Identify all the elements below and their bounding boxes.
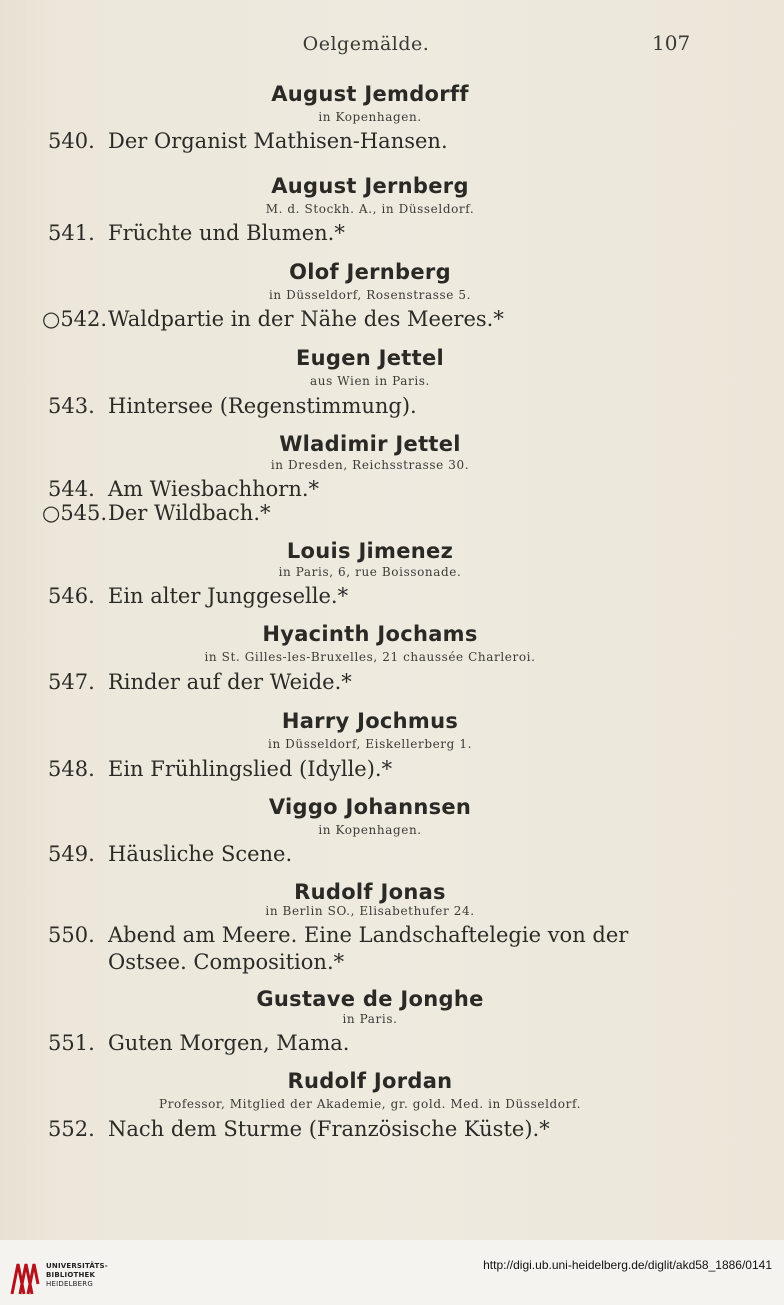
logo-line: UNIVERSITÄTS- (46, 1262, 108, 1270)
entry-title: Ein alter Junggeselle.* (108, 584, 349, 608)
artist-name: Wladimir Jettel (279, 432, 461, 456)
artist-address: in St. Gilles-les-Bruxelles, 21 chaussée Charleroi. (204, 650, 536, 664)
artist-address: in Düsseldorf, Rosenstrasse 5. (268, 288, 472, 302)
entry-number: 544. (48, 477, 95, 501)
entry-number: ○542. (42, 307, 108, 331)
artist-name: Olof Jernberg (289, 260, 451, 284)
entry-number: 548. (48, 757, 95, 781)
entry-title: Früchte und Blumen.* (108, 221, 345, 245)
entry-number: 543. (48, 394, 95, 418)
entry-number: ○545. (42, 501, 108, 525)
catalog-entry (48, 476, 698, 503)
entry-number: 547. (48, 670, 95, 694)
artist-address: in Paris. (342, 1012, 398, 1026)
catalog-entry (48, 1030, 698, 1057)
page-header-title: Oelgemälde. (302, 33, 430, 55)
entry-number: 546. (48, 584, 95, 608)
digitization-footer (0, 1240, 784, 1305)
artist-name: August Jemdorff (271, 82, 469, 106)
entry-title: Hintersee (Regenstimmung). (108, 394, 417, 418)
entry-title: Rinder auf der Weide.* (108, 670, 352, 694)
entry-title: Häusliche Scene. (108, 842, 293, 866)
library-logo-text (46, 1262, 108, 1289)
entry-number: 552. (48, 1117, 95, 1141)
catalog-entry (48, 841, 698, 868)
entry-title: Der Organist Mathisen-Hansen. (108, 129, 448, 153)
artist-name: August Jernberg (271, 174, 469, 198)
entry-number: 549. (48, 842, 95, 866)
page-number: 107 (652, 31, 691, 55)
catalog-entry (48, 1116, 698, 1143)
artist-address: aus Wien in Paris. (310, 374, 430, 388)
catalog-entry (48, 128, 698, 155)
artist-address: in Kopenhagen. (318, 110, 422, 124)
entry-number: 541. (48, 221, 95, 245)
artist-name: Rudolf Jordan (287, 1069, 453, 1093)
artist-name: Louis Jimenez (286, 539, 454, 563)
catalog-entry (42, 500, 692, 527)
catalog-entry (48, 583, 698, 610)
artist-address: M. d. Stockh. A., in Düsseldorf. (265, 202, 475, 216)
artist-name: Viggo Johannsen (268, 795, 472, 819)
catalog-entry (48, 922, 698, 976)
logo-line: HEIDELBERG (46, 1280, 93, 1288)
catalog-entry (48, 220, 698, 247)
artist-name: Hyacinth Jochams (262, 622, 478, 646)
artist-name: Eugen Jettel (295, 346, 444, 370)
entry-title: Am Wiesbachhorn.* (108, 477, 320, 501)
entry-number: 540. (48, 129, 95, 153)
artist-name: Rudolf Jonas (294, 880, 446, 904)
catalog-entry (48, 393, 698, 420)
artist-address: in Kopenhagen. (318, 823, 422, 837)
catalog-entry (48, 756, 698, 783)
entry-title: Guten Morgen, Mama. (108, 1031, 350, 1055)
entry-title-continuation: Ostsee. Composition.* (108, 950, 345, 974)
entry-title: Der Wildbach.* (108, 501, 271, 525)
logo-line: BIBLIOTHEK (46, 1271, 96, 1279)
artist-address: in Düsseldorf, Eiskellerberg 1. (268, 737, 472, 751)
artist-address: in Paris, 6, rue Boissonade. (278, 565, 462, 579)
artist-name: Gustave de Jonghe (256, 987, 484, 1011)
entry-number: 551. (48, 1031, 95, 1055)
entry-title: Nach dem Sturme (Französische Küste).* (108, 1117, 550, 1141)
catalog-entry (48, 669, 698, 696)
entry-title: Waldpartie in der Nähe des Meeres.* (108, 307, 504, 331)
entry-title: Abend am Meere. Eine Landschaftelegie von der (108, 923, 629, 947)
artist-name: Harry Jochmus (281, 709, 459, 733)
source-url-link[interactable]: http://digi.ub.uni-heidelberg.de/diglit/akd58_1886/0141 (483, 1258, 772, 1272)
artist-address: in Berlin SO., Elisabethufer 24. (265, 904, 475, 918)
entry-title: Ein Frühlingslied (Idylle).* (108, 757, 393, 781)
artist-address: in Dresden, Reichsstrasse 30. (270, 458, 470, 472)
library-logo-icon (8, 1258, 42, 1298)
artist-address: Professor, Mitglied der Akademie, gr. gold. Med. in Düsseldorf. (159, 1097, 581, 1111)
entry-number: 550. (48, 923, 95, 947)
catalog-entry (42, 306, 692, 333)
